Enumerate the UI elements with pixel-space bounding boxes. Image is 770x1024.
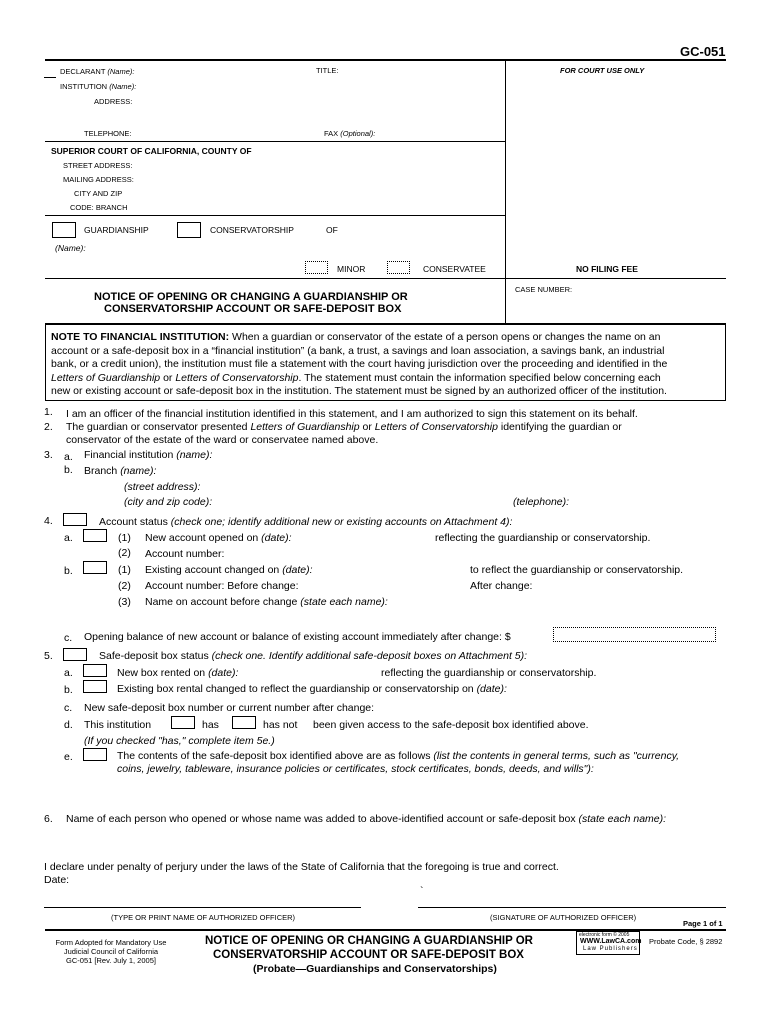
conservatee-label: CONSERVATEE: [423, 264, 486, 274]
existing-box-checkbox[interactable]: [83, 680, 107, 693]
name-label: (Name):: [55, 243, 86, 253]
contents-checkbox[interactable]: [83, 748, 107, 761]
corner-mark: [44, 77, 56, 78]
if-has-note: (If you checked "has," complete item 5e.): [84, 735, 275, 747]
persons-names-field[interactable]: Name of each person who opened or whose name was added to above-identified account or safe-deposit box (state each name):: [66, 813, 667, 825]
item-number: 3.: [44, 449, 53, 461]
name-before-change-field[interactable]: Name on account before change (state each name):: [145, 596, 388, 608]
guardianship-label: GUARDIANSHIP: [84, 225, 149, 235]
guardianship-checkbox[interactable]: [52, 222, 76, 238]
item-number: 2.: [44, 421, 53, 433]
mailing-address-label: MAILING ADDRESS:: [63, 175, 134, 184]
print-name-line[interactable]: [44, 907, 361, 908]
lawca-line3: Law Publishers: [583, 946, 638, 952]
form-title-line1: NOTICE OF OPENING OR CHANGING A GUARDIANSHIP OR: [94, 291, 408, 303]
sub-letter: a.: [64, 532, 73, 544]
lawca-line1: electronic form © 2005: [579, 932, 630, 938]
account-number-after-field[interactable]: After change:: [470, 580, 533, 592]
note-text: NOTE TO FINANCIAL INSTITUTION: When a guardian or conservator of the estate of a person opens or changes the name on an account or a safe-deposit box in a “financial institution” (a bank, a trust, a savings and loan association, a savings bank, an industrial bank, or a credit union), the institution must file a statement with the court having jurisdiction over the proceeding and identified in the Letters of Guardianship or Letters of Conservatorship. The statement must contain the information specified below concerning each new or existing account or safe-deposit box in the institution. The statement must be signed by an authorized officer of the institution.: [51, 331, 668, 397]
probate-code: Probate Code, § 2892: [649, 937, 723, 946]
fax-label: FAX (Optional):: [324, 129, 376, 138]
has-not-label: has not: [263, 719, 298, 731]
new-account-date-field[interactable]: New account opened on (date):: [145, 532, 292, 544]
new-account-checkbox[interactable]: [83, 529, 107, 542]
rule: [45, 141, 505, 142]
sub-letter: c.: [64, 702, 73, 714]
para-number: (2): [118, 547, 131, 559]
para-number: (3): [118, 596, 131, 608]
opening-balance-input[interactable]: [553, 627, 716, 642]
branch-name-field[interactable]: Branch (name):: [84, 465, 157, 477]
new-box-reflecting: reflecting the guardianship or conservatorship.: [381, 667, 597, 679]
institution-label: INSTITUTION (Name):: [60, 82, 137, 91]
date-field[interactable]: Date:: [44, 874, 70, 886]
account-number-before-field[interactable]: Account number: Before change:: [145, 580, 299, 592]
city-zip-label: CITY AND ZIP: [74, 189, 123, 198]
existing-account-checkbox[interactable]: [83, 561, 107, 574]
footer-title-line1: NOTICE OF OPENING OR CHANGING A GUARDIANSHIP OR: [205, 935, 533, 947]
signature-caption: (SIGNATURE OF AUTHORIZED OFFICER): [490, 913, 637, 922]
no-filing-fee: NO FILING FEE: [576, 264, 638, 274]
existing-box-date-field[interactable]: Existing box rental changed to reflect the guardianship or conservatorship on (date):: [117, 683, 507, 695]
safe-deposit-status-label: Safe-deposit box status (check one. Identify additional safe-deposit boxes on Attachment 5):: [99, 650, 528, 662]
item-2-text-cont: conservator of the estate of the ward or conservatee named above.: [66, 434, 379, 446]
institution-name-field[interactable]: Financial institution (name):: [84, 449, 213, 461]
has-not-access-checkbox[interactable]: [232, 716, 256, 729]
new-account-number-field[interactable]: Account number:: [145, 548, 225, 560]
item-1-text: I am an officer of the financial institution identified in this statement, and I am authorized to sign this statement on its behalf.: [66, 408, 638, 420]
opening-balance-label: Opening balance of new account or balance of existing account immediately after change: $: [84, 631, 511, 643]
sub-letter: d.: [64, 719, 73, 731]
telephone-label: TELEPHONE:: [84, 129, 132, 138]
para-number: (1): [118, 532, 131, 544]
account-status-label: Account status (check one; identify additional new or existing accounts on Attachment 4):: [99, 516, 513, 528]
column-divider: [505, 59, 506, 323]
para-number: (2): [118, 580, 131, 592]
sub-letter: b.: [64, 565, 73, 577]
item-number: 6.: [44, 813, 53, 825]
new-box-checkbox[interactable]: [83, 664, 107, 677]
item-2-text: The guardian or conservator presented Letters of Guardianship or Letters of Conservatorship identifying the guardian or: [66, 421, 622, 433]
address-label: ADDRESS:: [94, 97, 133, 106]
of-label: OF: [326, 225, 338, 235]
sub-letter: a.: [64, 451, 73, 463]
para-number: (1): [118, 564, 131, 576]
sub-letter: c.: [64, 632, 73, 644]
minor-checkbox[interactable]: [305, 261, 328, 274]
item-number: 1.: [44, 406, 53, 418]
item-number: 4.: [44, 515, 53, 527]
minor-label: MINOR: [337, 264, 366, 274]
footer-title-line2: CONSERVATORSHIP ACCOUNT OR SAFE-DEPOSIT BOX: [213, 949, 524, 961]
box-number-field[interactable]: New safe-deposit box number or current number after change:: [84, 702, 375, 714]
contents-text-cont: coins, jewelry, tableware, insurance policies or certificates, stock certificates, bonds, deeds, and wills"):: [117, 763, 594, 775]
existing-account-date-field[interactable]: Existing account changed on (date):: [145, 564, 313, 576]
rule: [45, 215, 505, 216]
item-number: 5.: [44, 650, 53, 662]
adopted-line1: Form Adopted for Mandatory Use: [55, 938, 167, 947]
has-access-checkbox[interactable]: [171, 716, 195, 729]
adopted-line2: Judicial Council of California: [63, 947, 159, 956]
header-top-rule: [45, 59, 726, 61]
form-number: GC-051: [680, 44, 726, 59]
form-title-line2: CONSERVATORSHIP ACCOUNT OR SAFE-DEPOSIT BOX: [104, 303, 402, 315]
conservatee-checkbox[interactable]: [387, 261, 410, 274]
street-address-label: STREET ADDRESS:: [63, 161, 133, 170]
declarant-label: DECLARANT (Name):: [60, 67, 135, 76]
has-label: has: [202, 719, 219, 731]
rule: [45, 278, 726, 279]
city-zip-field[interactable]: (city and zip code):: [124, 496, 213, 508]
sub-letter: b.: [64, 464, 73, 476]
branch-label: CODE: BRANCH: [70, 203, 128, 212]
title-label: TITLE:: [316, 66, 339, 75]
account-status-checkbox[interactable]: [63, 513, 87, 526]
contents-text: The contents of the safe-deposit box identified above are as follows (list the contents in general terms, such as "currency,: [117, 750, 680, 762]
lawca-line2: WWW.LawCA.com: [580, 938, 642, 945]
court-use-label: FOR COURT USE ONLY: [560, 66, 645, 75]
conservatorship-checkbox[interactable]: [177, 222, 201, 238]
footer-title-line3: (Probate—Guardianships and Conservatorships): [253, 963, 497, 975]
declaration-text: I declare under penalty of perjury under the laws of the State of California that the foregoing is true and correct.: [44, 861, 559, 873]
access-text: been given access to the safe-deposit box identified above.: [313, 719, 589, 731]
signature-line[interactable]: [418, 907, 726, 908]
conservatorship-label: CONSERVATORSHIP: [210, 225, 294, 235]
court-name-label: SUPERIOR COURT OF CALIFORNIA, COUNTY OF: [51, 146, 252, 156]
page-number: Page 1 of 1: [683, 919, 723, 928]
safe-deposit-status-checkbox[interactable]: [63, 648, 87, 661]
print-name-caption: (TYPE OR PRINT NAME OF AUTHORIZED OFFICER): [111, 913, 296, 922]
adopted-line3: GC-051 [Rev. July 1, 2005]: [66, 956, 156, 965]
existing-account-reflect: to reflect the guardianship or conservatorship.: [470, 564, 684, 576]
new-account-reflecting: reflecting the guardianship or conservatorship.: [435, 532, 651, 544]
case-number-label: CASE NUMBER:: [515, 285, 573, 294]
new-box-date-field[interactable]: New box rented on (date):: [117, 667, 239, 679]
sub-letter: b.: [64, 684, 73, 696]
sub-letter: a.: [64, 667, 73, 679]
telephone-field[interactable]: (telephone):: [513, 496, 570, 508]
this-institution-label: This institution: [84, 719, 152, 731]
street-address-field[interactable]: (street address):: [124, 481, 201, 493]
sub-letter: e.: [64, 751, 73, 763]
signature-mark: `: [420, 885, 424, 897]
